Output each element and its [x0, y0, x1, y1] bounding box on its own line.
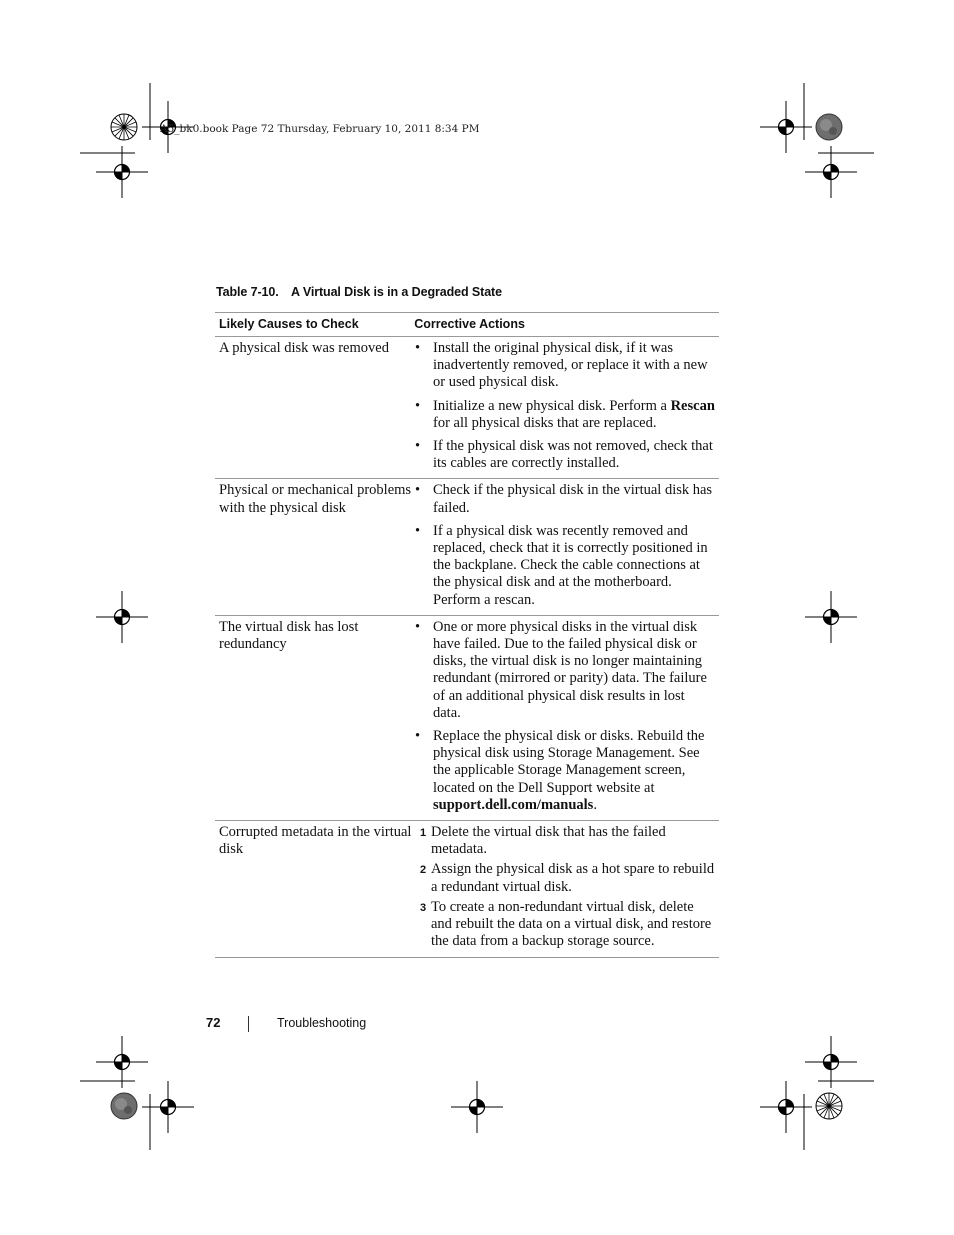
cause-cell: Physical or mechanical problems with the physical disk [219, 482, 412, 516]
table-row [215, 478, 719, 614]
action-item: • If the physical disk was not removed, check that its cables are correctly installed. [415, 438, 713, 472]
actions-cell [413, 482, 719, 608]
page-number: 72 [206, 1015, 221, 1030]
section-title: Troubleshooting [277, 1016, 367, 1030]
degraded-state-table [215, 312, 719, 958]
table-row [215, 336, 719, 478]
action-item: • Replace the physical disk or disks. Rebuild the physical disk using Storage Management. See the applicable Storage Management screen, located on the Dell Support website at support.dell.com/manuals. [415, 728, 705, 813]
bullet: • [415, 438, 421, 455]
support-url[interactable]: support.dell.com/manuals [433, 796, 594, 813]
bullet: • [415, 728, 421, 745]
step-number: 3 [420, 901, 427, 914]
cause-cell: The virtual disk has lost redundancy [219, 618, 359, 653]
action-item: • Install the original physical disk, if it was inadvertently removed, or replace it with a new or used physical disk. [415, 340, 708, 391]
step-item: 3 To create a non-redundant virtual disk, delete and rebuilt the data on a virtual disk, and restore the data from a backup storage source. [413, 899, 719, 951]
cause-cell: Corrupted metadata in the virtual disk [219, 824, 412, 858]
table-caption [216, 285, 502, 299]
table-number: Table 7-10. [216, 285, 279, 299]
bullet: • [415, 340, 421, 356]
step-item: 2 Assign the physical disk as a hot spare to rebuild a redundant virtual disk. [413, 861, 719, 895]
table-header-row [215, 312, 719, 336]
actions-cell [413, 619, 719, 814]
action-item: • Initialize a new physical disk. Perform a Rescan for all physical disks that are replaced. [415, 397, 715, 431]
action-item: • Check if the physical disk in the virtual disk has failed. [415, 482, 713, 516]
table-title: A Virtual Disk is in a Degraded State [291, 285, 502, 299]
print-slug: A5_bk0.book Page 72 Thursday, February 10, 2011 8:34 PM [160, 123, 480, 135]
bullet: • [415, 482, 421, 499]
bullet: • [415, 522, 421, 539]
step-number: 1 [420, 827, 427, 840]
step-number: 2 [420, 864, 427, 877]
cause-cell: A physical disk was removed [219, 340, 389, 356]
column-header-actions: Corrective Actions [414, 317, 525, 331]
column-header-causes: Likely Causes to Check [219, 317, 359, 331]
rescan-term: Rescan [670, 397, 715, 414]
action-item: • One or more physical disks in the virtual disk have failed. Due to the failed physical disk or disks, the virtual disk is no longer maintaining redundant (mirrored or parity) data. The failure of an additional physical disk results in lost data. [415, 618, 707, 721]
actions-cell [413, 340, 719, 472]
bullet: • [415, 397, 421, 414]
table-row [215, 615, 719, 820]
steps-cell [413, 824, 719, 950]
step-item: 1 Delete the virtual disk that has the failed metadata. [413, 824, 719, 858]
footer-divider [248, 1016, 249, 1032]
table-row [215, 820, 719, 957]
action-item: • If a physical disk was recently removed and replaced, check that it is correctly positioned in the backplane. Check the cable connections at the physical disk and at the motherboard. Perform a rescan. [415, 522, 708, 608]
bullet: • [415, 618, 421, 635]
